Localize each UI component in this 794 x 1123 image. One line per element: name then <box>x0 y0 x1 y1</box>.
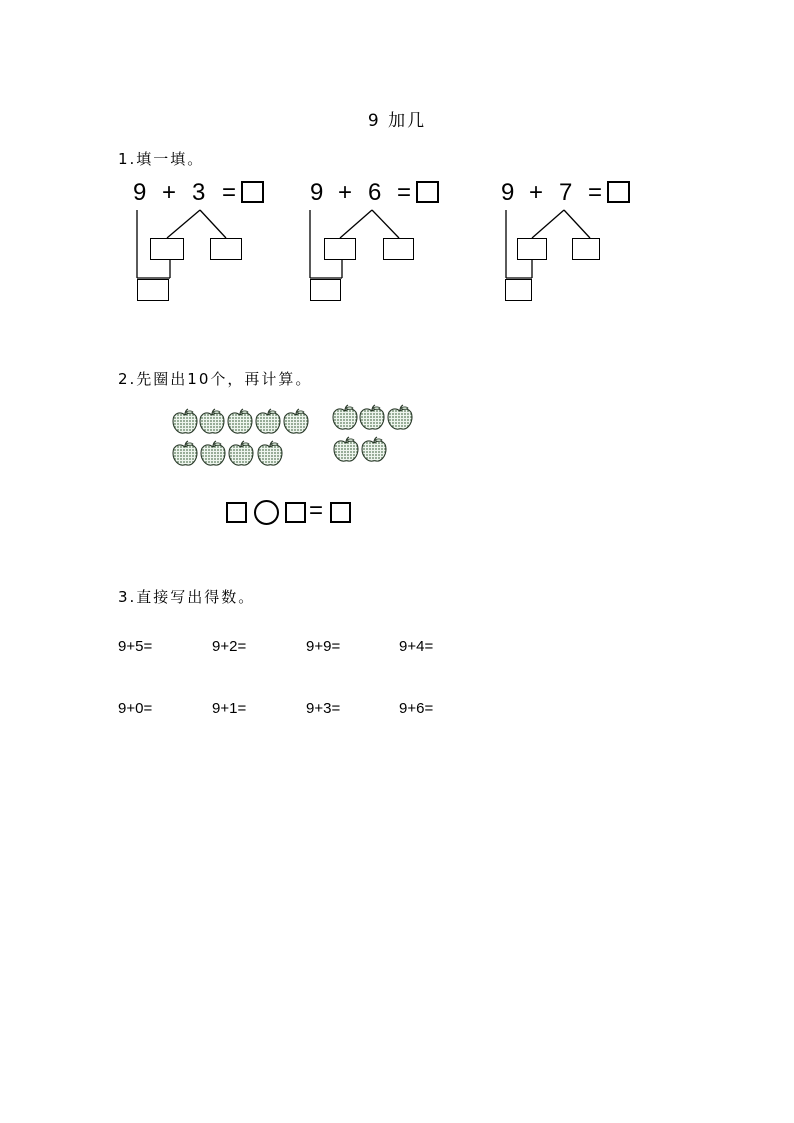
q1-item-3-part-box-right[interactable] <box>572 238 600 260</box>
q1-item-3-op: + <box>529 179 544 206</box>
q3-expr: 9+9= <box>306 638 341 655</box>
apple-icon[interactable] <box>171 408 199 436</box>
apple-icon[interactable] <box>198 408 226 436</box>
apple-icon[interactable] <box>199 440 227 468</box>
apple-icon[interactable] <box>386 404 414 432</box>
q1-item-3-eq: = <box>588 179 603 206</box>
q1-item-1-a: 9 <box>133 179 147 206</box>
q3-expr: 9+3= <box>306 700 341 717</box>
q2-box-1[interactable] <box>226 502 247 523</box>
page-title: 9 加几 <box>367 111 427 131</box>
q3-expr: 9+4= <box>399 638 434 655</box>
q3-expr: 9+0= <box>118 700 153 717</box>
q1-item-1-eq: = <box>222 179 237 206</box>
q2-heading: 2.先圈出10个，再计算。 <box>118 370 313 388</box>
q2-equals: = <box>309 497 324 524</box>
apple-icon[interactable] <box>331 404 359 432</box>
q1-item-2-eq: = <box>397 179 412 206</box>
q1-item-3-part-box-left[interactable] <box>517 238 547 260</box>
q3-expr: 9+5= <box>118 638 153 655</box>
q1-item-1-op: + <box>162 179 177 206</box>
apple-icon[interactable] <box>360 436 388 464</box>
apple-icon[interactable] <box>332 436 360 464</box>
q1-item-2-a: 9 <box>310 179 324 206</box>
q3-heading: 3.直接写出得数。 <box>118 588 256 606</box>
apple-icon[interactable] <box>256 440 284 468</box>
q1-item-3-ten-box[interactable] <box>505 279 532 301</box>
q1-item-2-b: 6 <box>368 179 382 206</box>
q2-box-3[interactable] <box>330 502 351 523</box>
q3-expr: 9+6= <box>399 700 434 717</box>
apple-icon[interactable] <box>171 440 199 468</box>
q2-operator-circle[interactable] <box>254 500 279 525</box>
q2-box-2[interactable] <box>285 502 306 523</box>
q1-item-1-b: 3 <box>192 179 206 206</box>
apple-icon[interactable] <box>227 440 255 468</box>
apple-icon[interactable] <box>226 408 254 436</box>
q1-heading: 1.填一填。 <box>118 150 205 168</box>
q1-item-3-a: 9 <box>501 179 515 206</box>
apple-icon[interactable] <box>358 404 386 432</box>
q1-item-3-b: 7 <box>559 179 573 206</box>
q3-expr: 9+2= <box>212 638 247 655</box>
apple-icon[interactable] <box>254 408 282 436</box>
q3-expr: 9+1= <box>212 700 247 717</box>
apple-icon[interactable] <box>282 408 310 436</box>
q1-item-3-split-lines <box>0 0 794 320</box>
q1-item-2-op: + <box>338 179 353 206</box>
